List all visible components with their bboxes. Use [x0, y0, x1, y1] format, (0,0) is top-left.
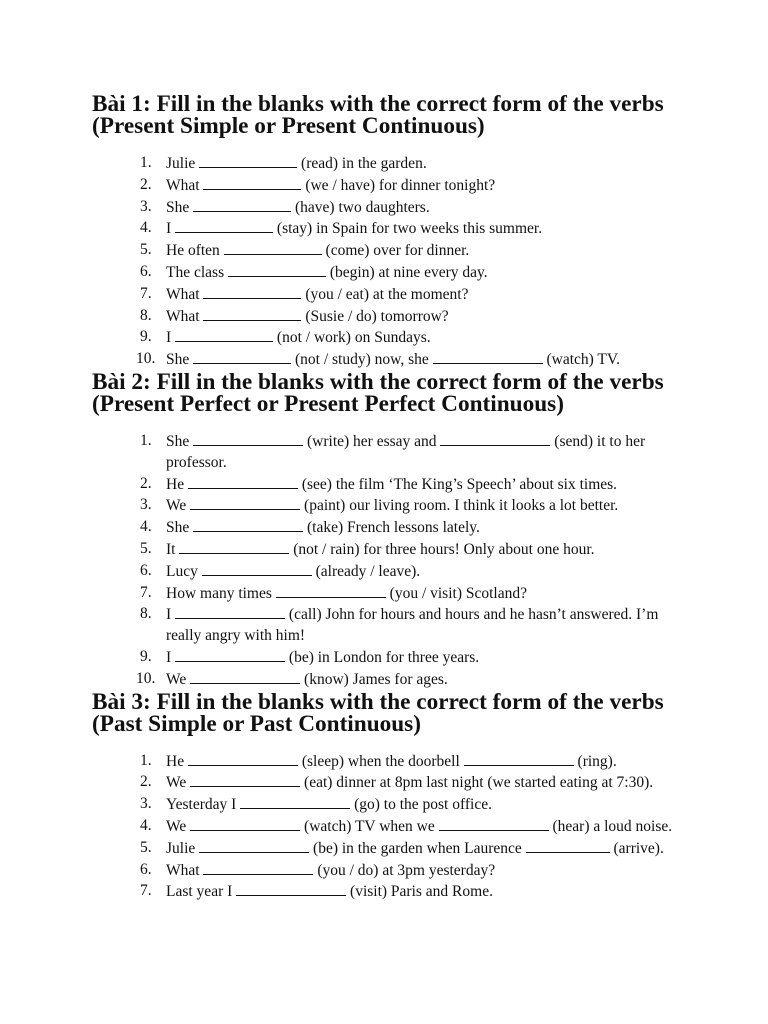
- item-text: [166, 177, 495, 194]
- answer-blank[interactable]: [190, 816, 300, 831]
- item-text-segment: (have) two daughters.: [291, 198, 430, 216]
- exercise-item: [140, 175, 688, 197]
- exercise-item: [140, 794, 688, 816]
- item-text-segment: She: [166, 432, 194, 450]
- answer-blank[interactable]: [240, 794, 350, 809]
- item-number: 2.: [140, 474, 152, 492]
- item-text: [166, 220, 542, 237]
- item-number: 4.: [140, 219, 152, 237]
- item-text: [166, 519, 480, 536]
- item-text-segment: (watch) TV when we: [300, 817, 439, 835]
- answer-blank[interactable]: [202, 561, 312, 576]
- item-number: 3.: [140, 496, 152, 514]
- answer-blank[interactable]: [236, 881, 346, 896]
- item-text: [166, 585, 527, 602]
- exercise-item: [140, 604, 688, 647]
- answer-blank[interactable]: [175, 327, 273, 342]
- item-text: [166, 351, 620, 368]
- item-number: 1.: [140, 431, 152, 449]
- item-text: [166, 308, 449, 325]
- answer-blank[interactable]: [190, 772, 300, 787]
- item-text-segment: (eat) dinner at 8pm last night (we started eating at 7:30).: [300, 774, 654, 792]
- item-text-segment: He often: [166, 242, 224, 260]
- exercise-item: [140, 306, 688, 328]
- item-text-segment: What: [166, 307, 204, 325]
- item-number: 7.: [140, 583, 152, 601]
- item-number: 1.: [140, 751, 152, 769]
- exercise-item: [140, 881, 688, 903]
- item-text-segment: I: [166, 606, 176, 624]
- item-text-segment: (begin) at nine every day.: [325, 263, 488, 281]
- item-text-segment: (go) to the post office.: [350, 796, 492, 814]
- exercise-item: [140, 240, 688, 262]
- item-text: [166, 476, 617, 493]
- item-text-segment: What: [166, 861, 204, 879]
- item-text-segment: (paint) our living room. I think it looks a lot better.: [300, 497, 619, 515]
- item-text: [166, 199, 430, 216]
- section-heading-2: Bài 2: Fill in the blanks with the correct form of the verbs (Present Perfect or Present Perfect Continuous): [92, 368, 664, 417]
- answer-blank[interactable]: [188, 751, 298, 766]
- item-number: 8.: [140, 605, 152, 623]
- item-text: [166, 433, 645, 471]
- item-text-segment: She: [166, 198, 194, 216]
- answer-blank[interactable]: [175, 604, 285, 619]
- exercise-item: [140, 772, 688, 794]
- item-number: 5.: [140, 838, 152, 856]
- item-text: [166, 286, 468, 303]
- item-text: [166, 774, 653, 791]
- item-number: 3.: [140, 795, 152, 813]
- item-text: [166, 796, 492, 813]
- item-text-segment: She: [166, 351, 194, 369]
- item-text: [166, 671, 448, 688]
- item-text-segment: It: [166, 540, 180, 558]
- item-number: 4.: [140, 816, 152, 834]
- exercise-item: [140, 517, 688, 539]
- answer-blank[interactable]: [203, 175, 301, 190]
- item-number: 10.: [136, 350, 156, 368]
- item-number: 2.: [140, 773, 152, 791]
- item-number: 7.: [140, 882, 152, 900]
- item-text-segment: (visit) Paris and Rome.: [346, 883, 493, 901]
- item-text: [166, 242, 469, 259]
- item-text: [166, 883, 493, 900]
- answer-blank[interactable]: [193, 349, 291, 364]
- exercise-list-3: [92, 751, 688, 904]
- answer-blank[interactable]: [228, 262, 326, 277]
- item-text-segment: The class: [166, 263, 228, 281]
- exercise-item: [140, 262, 688, 284]
- answer-blank[interactable]: [203, 860, 313, 875]
- item-text-segment: (call) John for hours and hours and he hasn’t answered. I’m really angry with him!: [166, 606, 659, 645]
- item-text-segment: (sleep) when the doorbell: [297, 752, 464, 770]
- item-text-segment: We: [166, 817, 191, 835]
- item-text-segment: We: [166, 497, 191, 515]
- exercise-item: [140, 583, 688, 605]
- answer-blank[interactable]: [224, 240, 322, 255]
- item-number: 6.: [140, 561, 152, 579]
- item-text-segment: We: [166, 774, 191, 792]
- answer-blank[interactable]: [440, 431, 550, 446]
- item-text-segment: What: [166, 176, 204, 194]
- item-text-segment: Julie: [166, 839, 200, 857]
- item-text-segment: Julie: [166, 155, 200, 172]
- item-text-segment: (not / study) now, she: [291, 351, 433, 369]
- answer-blank[interactable]: [193, 197, 291, 212]
- answer-blank[interactable]: [175, 218, 273, 233]
- item-text-segment: (take) French lessons lately.: [303, 519, 480, 537]
- item-text-segment: Yesterday I: [166, 796, 241, 814]
- item-text-segment: We: [166, 670, 191, 688]
- item-text: [166, 606, 658, 644]
- item-text-segment: I: [166, 648, 176, 666]
- answer-blank[interactable]: [433, 349, 543, 364]
- answer-blank[interactable]: [193, 431, 303, 446]
- item-text-segment: Last year I: [166, 883, 237, 901]
- item-number: 8.: [140, 306, 152, 324]
- answer-blank[interactable]: [203, 306, 301, 321]
- item-number: 9.: [140, 647, 152, 665]
- item-text-segment: (write) her essay and: [303, 432, 441, 450]
- item-text: [166, 818, 672, 835]
- item-text-segment: (not / work) on Sundays.: [273, 329, 431, 347]
- item-text: [166, 155, 427, 172]
- item-text-segment: (you / eat) at the moment?: [301, 285, 469, 303]
- item-number: 3.: [140, 197, 152, 215]
- exercise-item: [136, 669, 688, 691]
- item-text-segment: (be) in the garden when Laurence: [309, 839, 526, 857]
- item-text: [166, 753, 617, 770]
- exercise-item: [140, 561, 688, 583]
- exercise-item: [140, 647, 688, 669]
- item-text-segment: (you / do) at 3pm yesterday?: [313, 861, 496, 879]
- item-text-segment: (be) in London for three years.: [285, 648, 480, 666]
- answer-blank[interactable]: [276, 583, 386, 598]
- item-number: 5.: [140, 241, 152, 259]
- item-text-segment: (watch) TV.: [542, 351, 620, 369]
- item-number: 7.: [140, 284, 152, 302]
- exercise-item: [136, 349, 688, 371]
- item-number: 2.: [140, 175, 152, 193]
- item-text-segment: I: [166, 220, 176, 238]
- item-text: [166, 649, 479, 666]
- exercise-item: [140, 495, 688, 517]
- item-text-segment: He: [166, 752, 188, 770]
- item-text-segment: (stay) in Spain for two weeks this summer.: [273, 220, 543, 238]
- answer-blank[interactable]: [526, 838, 610, 853]
- item-number: 4.: [140, 518, 152, 536]
- item-text-segment: (we / have) for dinner tonight?: [301, 176, 496, 194]
- item-text: [166, 840, 664, 857]
- item-text-segment: (see) the film ‘The King’s Speech’ about six times.: [297, 475, 618, 493]
- item-text-segment: (know) James for ages.: [300, 670, 448, 688]
- exercise-item: [140, 327, 688, 349]
- exercise-item: [140, 751, 688, 773]
- item-text-segment: (Susie / do) tomorrow?: [301, 307, 449, 325]
- answer-blank[interactable]: [190, 669, 300, 684]
- exercise-item: [140, 431, 688, 474]
- item-text: [166, 862, 495, 879]
- item-number: 6.: [140, 262, 152, 280]
- exercise-item: [140, 838, 688, 860]
- answer-blank[interactable]: [464, 751, 574, 766]
- item-text-segment: (you / visit) Scotland?: [385, 584, 527, 602]
- item-text-segment: (not / rain) for three hours! Only about one hour.: [289, 540, 595, 558]
- exercise-item: [140, 860, 688, 882]
- exercise-item: [140, 816, 688, 838]
- answer-blank[interactable]: [199, 153, 297, 168]
- answer-blank[interactable]: [199, 838, 309, 853]
- item-number: 10.: [136, 669, 156, 687]
- answer-blank[interactable]: [193, 517, 303, 532]
- item-text-segment: (send) it to her professor.: [166, 432, 646, 471]
- item-number: 6.: [140, 860, 152, 878]
- item-text-segment: (read) in the garden.: [297, 155, 427, 172]
- exercise-item: [140, 539, 688, 561]
- exercise-item: [140, 197, 688, 219]
- item-text-segment: I: [166, 329, 176, 347]
- item-text-segment: What: [166, 285, 204, 303]
- item-number: 1.: [140, 154, 152, 171]
- item-text: [166, 497, 618, 514]
- item-text-segment: (hear) a loud noise.: [548, 817, 673, 835]
- item-text-segment: (ring).: [573, 752, 617, 770]
- item-text-segment: (come) over for dinner.: [321, 242, 470, 260]
- exercise-list-1: [92, 153, 688, 371]
- item-text: [166, 329, 431, 346]
- exercise-item: [140, 284, 688, 306]
- item-text-segment: He: [166, 475, 188, 493]
- exercise-item: [140, 153, 688, 175]
- section-heading-1: Bài 1: Fill in the blanks with the correct form of the verbs (Present Simple or Present Continuous): [92, 91, 664, 139]
- item-text-segment: She: [166, 519, 194, 537]
- item-text: [166, 264, 488, 281]
- exercise-item: [140, 218, 688, 240]
- exercise-list-2: [92, 431, 688, 691]
- exercise-item: [140, 474, 688, 496]
- answer-blank[interactable]: [175, 647, 285, 662]
- answer-blank[interactable]: [188, 474, 298, 489]
- item-text-segment: How many times: [166, 584, 276, 602]
- answer-blank[interactable]: [179, 539, 289, 554]
- section-heading-3: Bài 3: Fill in the blanks with the correct form of the verbs (Past Simple or Past Continuous): [92, 688, 664, 737]
- answer-blank[interactable]: [203, 284, 301, 299]
- answer-blank[interactable]: [439, 816, 549, 831]
- item-number: 9.: [140, 328, 152, 346]
- item-number: 5.: [140, 539, 152, 557]
- item-text: [166, 541, 595, 558]
- item-text-segment: Lucy: [166, 562, 202, 580]
- item-text: [166, 563, 420, 580]
- answer-blank[interactable]: [190, 495, 300, 510]
- item-text-segment: (arrive).: [609, 839, 664, 857]
- item-text-segment: (already / leave).: [311, 562, 421, 580]
